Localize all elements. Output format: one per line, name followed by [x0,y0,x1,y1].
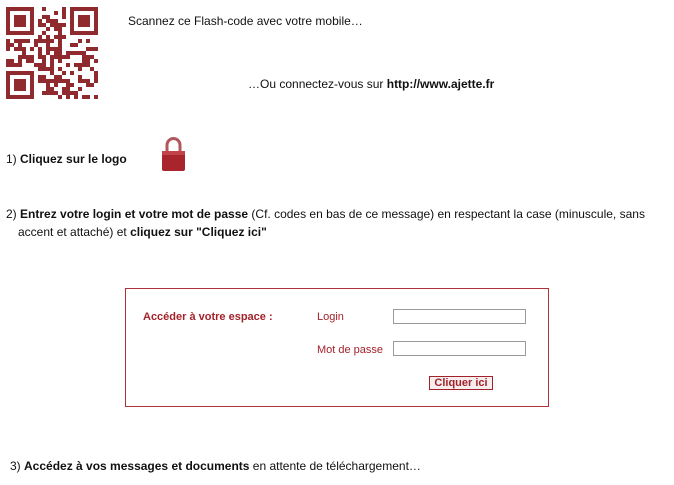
step-2-line-2 [6,223,670,241]
login-input[interactable] [393,309,526,324]
step-2-text-2: accent et attaché) et [18,225,131,239]
login-form [125,288,549,407]
step-2-text-1: (Cf. codes en bas de ce message) en respectant la case (minuscule, sans [248,207,645,221]
step-1 [6,152,127,166]
step-1-number: 1) [6,152,21,166]
scan-instruction: Scannez ce Flash-code avec votre mobile… [128,14,363,28]
password-label: Mot de passe [317,344,384,356]
step-3-number: 3) [10,459,25,473]
qr-code-icon [6,7,98,99]
site-url-link[interactable]: http://www.ajette.fr [386,77,495,91]
password-input[interactable] [393,341,526,356]
login-label: Login [317,311,344,323]
step-3 [10,459,421,473]
connect-instruction [248,77,494,91]
step-2-number: 2) [6,207,21,221]
step-3-text: en attente de téléchargement… [249,459,421,473]
lock-icon[interactable] [160,135,187,173]
login-form-title: Accéder à votre espace : [143,311,273,323]
step-3-bold: Accédez à vos messages et documents [24,459,250,473]
step-2 [6,205,670,241]
connect-prefix: …Ou connectez-vous sur [248,77,387,91]
step-2-bold-2: cliquez sur "Cliquez ici" [130,225,267,239]
submit-button[interactable]: Cliquer ici [429,376,493,390]
step-1-text: Cliquez sur le logo [20,152,127,166]
step-2-bold-1: Entrez votre login et votre mot de passe [20,207,249,221]
